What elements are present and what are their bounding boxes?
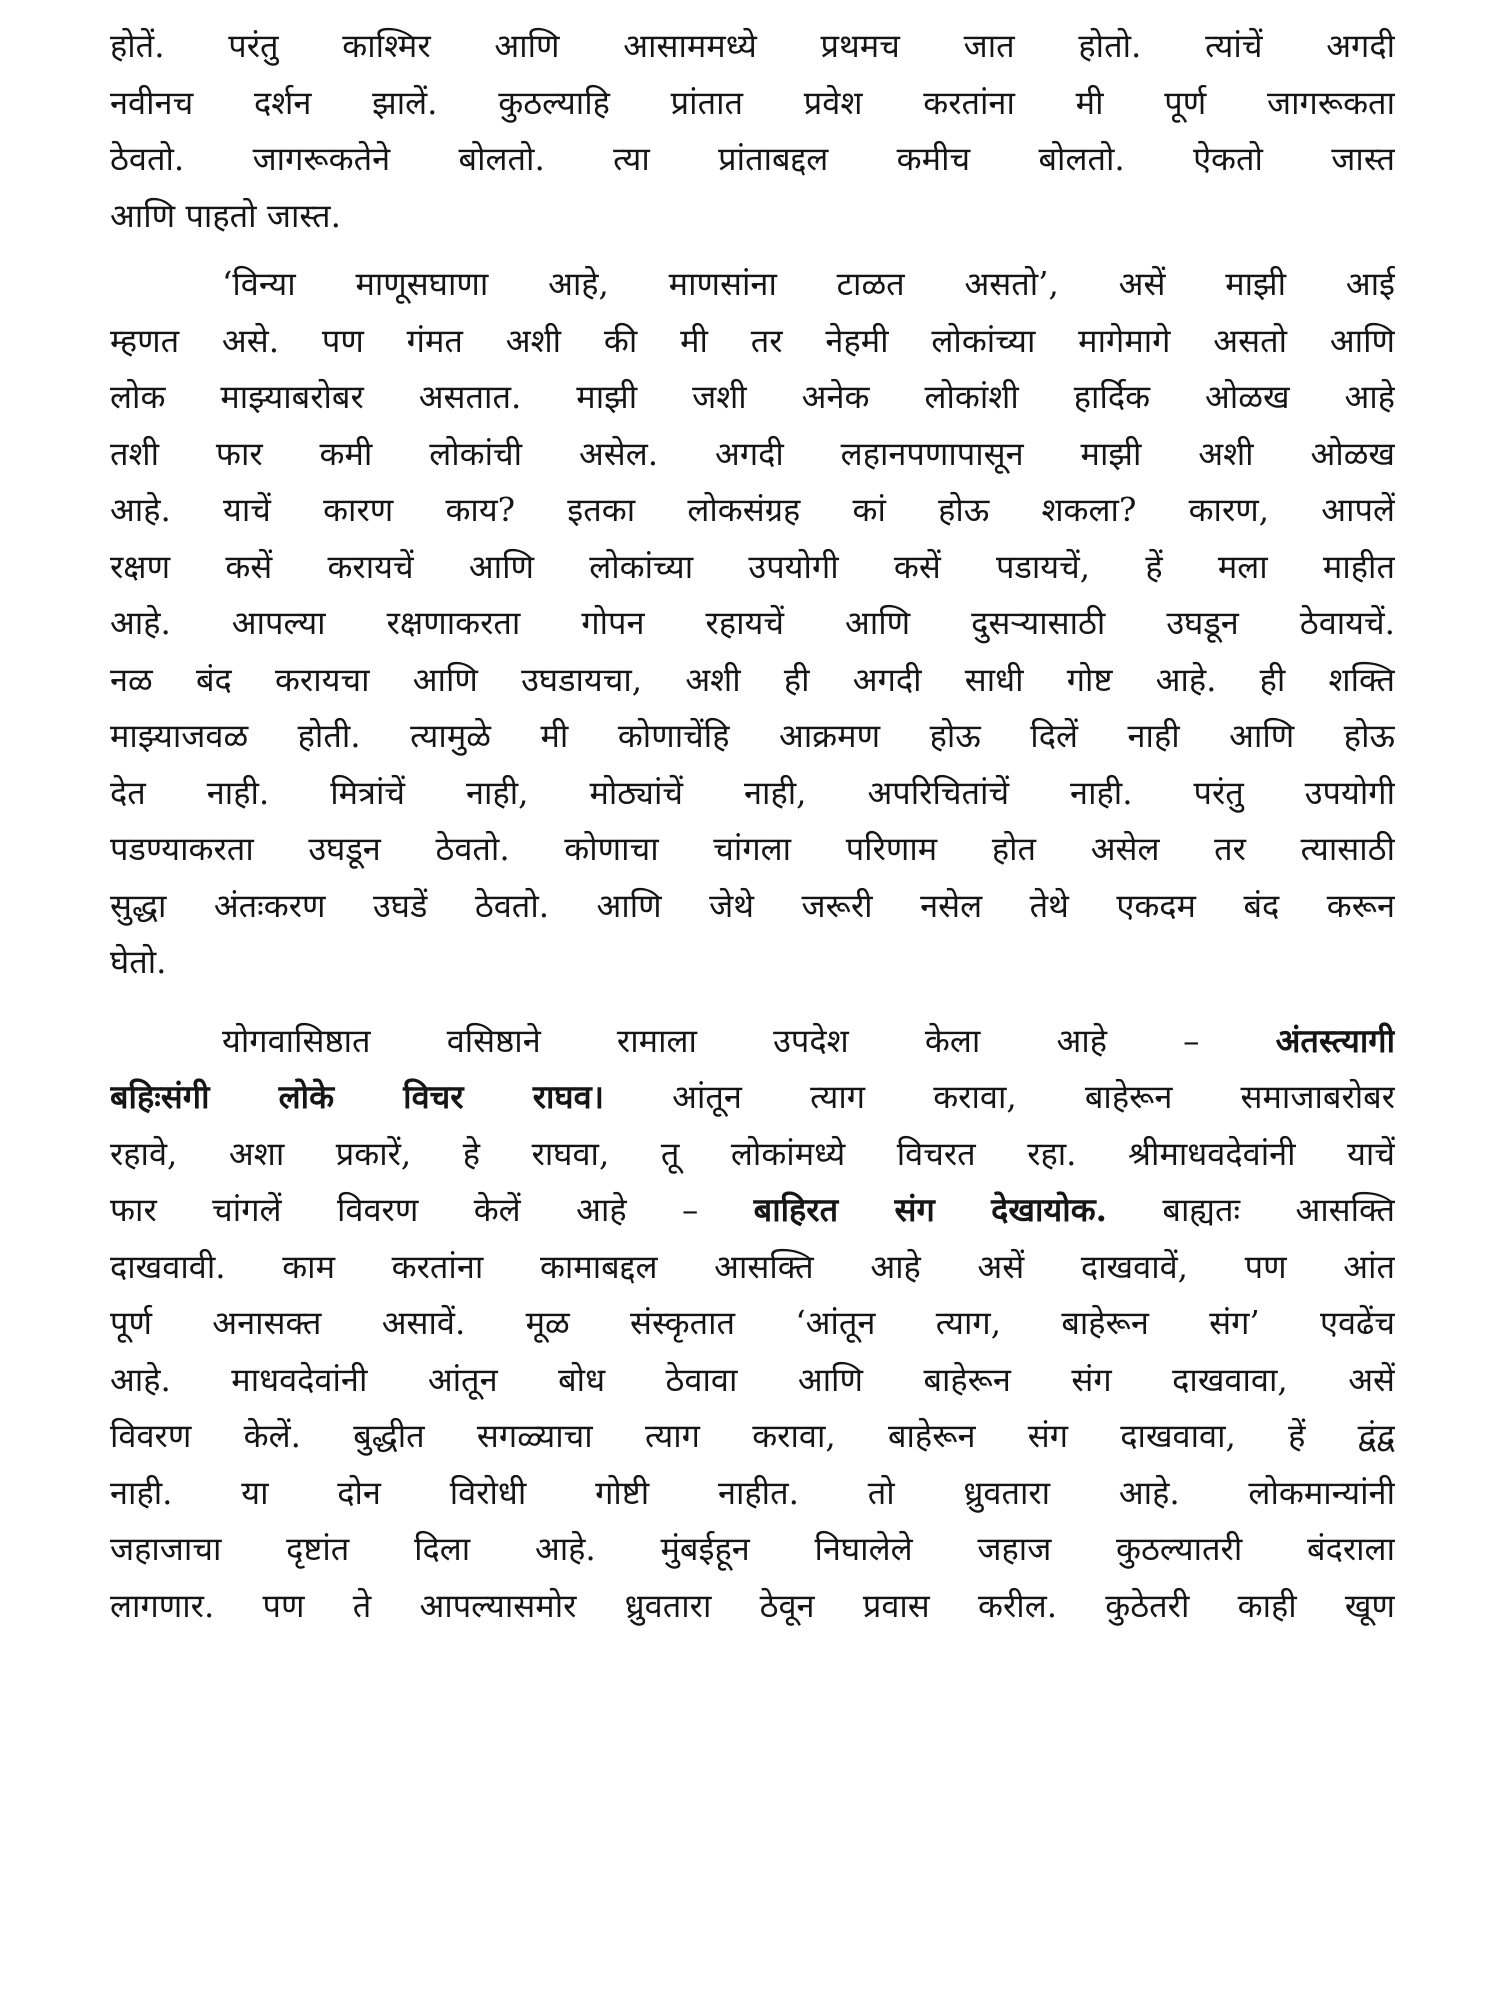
paragraph-spacer: [110, 244, 1395, 256]
text-line: माझ्याजवळ होती. त्यामुळे मी कोणाचेंहि आक्रमण होऊ दिलें नाही आणि होऊ: [110, 717, 1395, 755]
bold-quote: बहिःसंगी लोके विचर राघव।: [110, 1077, 605, 1116]
text-line: पूर्ण अनासक्त असावें. मूळ संस्कृतात ‘आंतून त्याग, बाहेरून संग’ एवढेंच: [110, 1304, 1395, 1342]
text-line: लागणार. पण ते आपल्यासमोर ध्रुवतारा ठेवून प्रवास करील. कुठेतरी काही खूण: [110, 1586, 1395, 1625]
text-line: आहे. आपल्या रक्षणाकरता गोपन रहायचें आणि दुसऱ्यासाठी उघडून ठेवायचें.: [110, 604, 1395, 642]
plain-text: आंतून त्याग करावा, बाहेरून समाजाबरोबर: [604, 1078, 1395, 1116]
plain-text: योगवासिष्ठात वसिष्ठाने रामाला उपदेश केला आहे –: [222, 1021, 1276, 1060]
text-line: आहे. माधवदेवांनी आंतून बोध ठेवावा आणि बाहेरून संग दाखवावा, असें: [110, 1360, 1395, 1399]
text-line: दाखवावी. काम करतांना कामाबद्दल आसक्ति आहे असें दाखवावें, पण आंत: [110, 1247, 1395, 1286]
paragraph-1: [110, 18, 1395, 244]
text-line: ‘विन्या माणूसघाणा आहे, माणसांना टाळत असतो’, असें माझी आई: [222, 265, 1395, 303]
plain-text: फार चांगलें विवरण केलें आहे –: [110, 1191, 754, 1229]
text-line: तशी फार कमी लोकांची असेल. अगदी लहानपणापासून माझी अशी ओळख: [110, 434, 1395, 473]
text-line: नवीनच दर्शन झालें. कुठल्याहि प्रांतात प्रवेश करतांना मी पूर्ण जागरूकता: [110, 83, 1395, 122]
text-line: विवरण केलें. बुद्धीत सगळ्याचा त्याग करावा, बाहेरून संग दाखवावा, हें द्वंद्व: [110, 1417, 1395, 1455]
plain-text: बाह्यतः आसक्ति: [1106, 1191, 1395, 1229]
text-line: घेतो.: [110, 943, 167, 981]
text-line: रहावे, अशा प्रकारें, हे राघवा, तू लोकांमध्ये विचरत रहा. श्रीमाधवदेवांनी याचें: [110, 1134, 1395, 1173]
paragraph-3: [110, 1013, 1395, 1635]
text-line: [110, 1069, 1395, 1126]
paragraph-2: [110, 256, 1395, 991]
text-line: ठेवतो. जागरूकतेने बोलतो. त्या प्रांताबद्दल कमीच बोलतो. ऐकतो जास्त: [110, 140, 1395, 178]
body-text: [110, 18, 1395, 1634]
text-line: लोक माझ्याबरोबर असतात. माझी जशी अनेक लोकांशी हार्दिक ओळख आहे: [110, 378, 1395, 416]
text-line: पडण्याकरता उघडून ठेवतो. कोणाचा चांगला परिणाम होत असेल तर त्यासाठी: [110, 830, 1395, 868]
text-line: आणि पाहतो जास्त.: [110, 196, 341, 235]
text-line: देत नाही. मित्रांचें नाही, मोठ्यांचें नाही, अपरिचितांचें नाही. परंतु उपयोगी: [110, 773, 1395, 812]
text-line: होतें. परंतु काश्मिर आणि आसाममध्ये प्रथमच जात होतो. त्यांचें अगदी: [110, 27, 1395, 65]
text-line: रक्षण कसें करायचें आणि लोकांच्या उपयोगी कसें पडायचें, हें मला माहीत: [110, 547, 1395, 586]
text-line: [110, 1182, 1395, 1239]
text-line: म्हणत असे. पण गंमत अशी की मी तर नेहमी लोकांच्या मागेमागे असतो आणि: [110, 321, 1395, 360]
text-line: [110, 1013, 1395, 1070]
text-line: जहाजाचा दृष्टांत दिला आहे. मुंबईहून निघालेले जहाज कुठल्यातरी बंदराला: [110, 1530, 1395, 1568]
text-line: आहे. याचें कारण काय? इतका लोकसंग्रह कां होऊ शकला? कारण, आपलें: [110, 491, 1395, 529]
bold-quote: अंतस्त्यागी: [1275, 1020, 1395, 1060]
text-line: नळ बंद करायचा आणि उघडायचा, अशी ही अगदी साधी गोष्ट आहे. ही शक्ति: [110, 660, 1395, 699]
text-line: सुद्धा अंतःकरण उघडें ठेवतो. आणि जेथे जरूरी नसेल तेथे एकदम बंद करून: [110, 886, 1395, 925]
text-line: नाही. या दोन विरोधी गोष्टी नाहीत. तो ध्रुवतारा आहे. लोकमान्यांनी: [110, 1473, 1395, 1512]
paragraph-spacer: [110, 991, 1395, 1013]
bold-quote: बाहिरत संग देखायोक.: [753, 1190, 1107, 1229]
